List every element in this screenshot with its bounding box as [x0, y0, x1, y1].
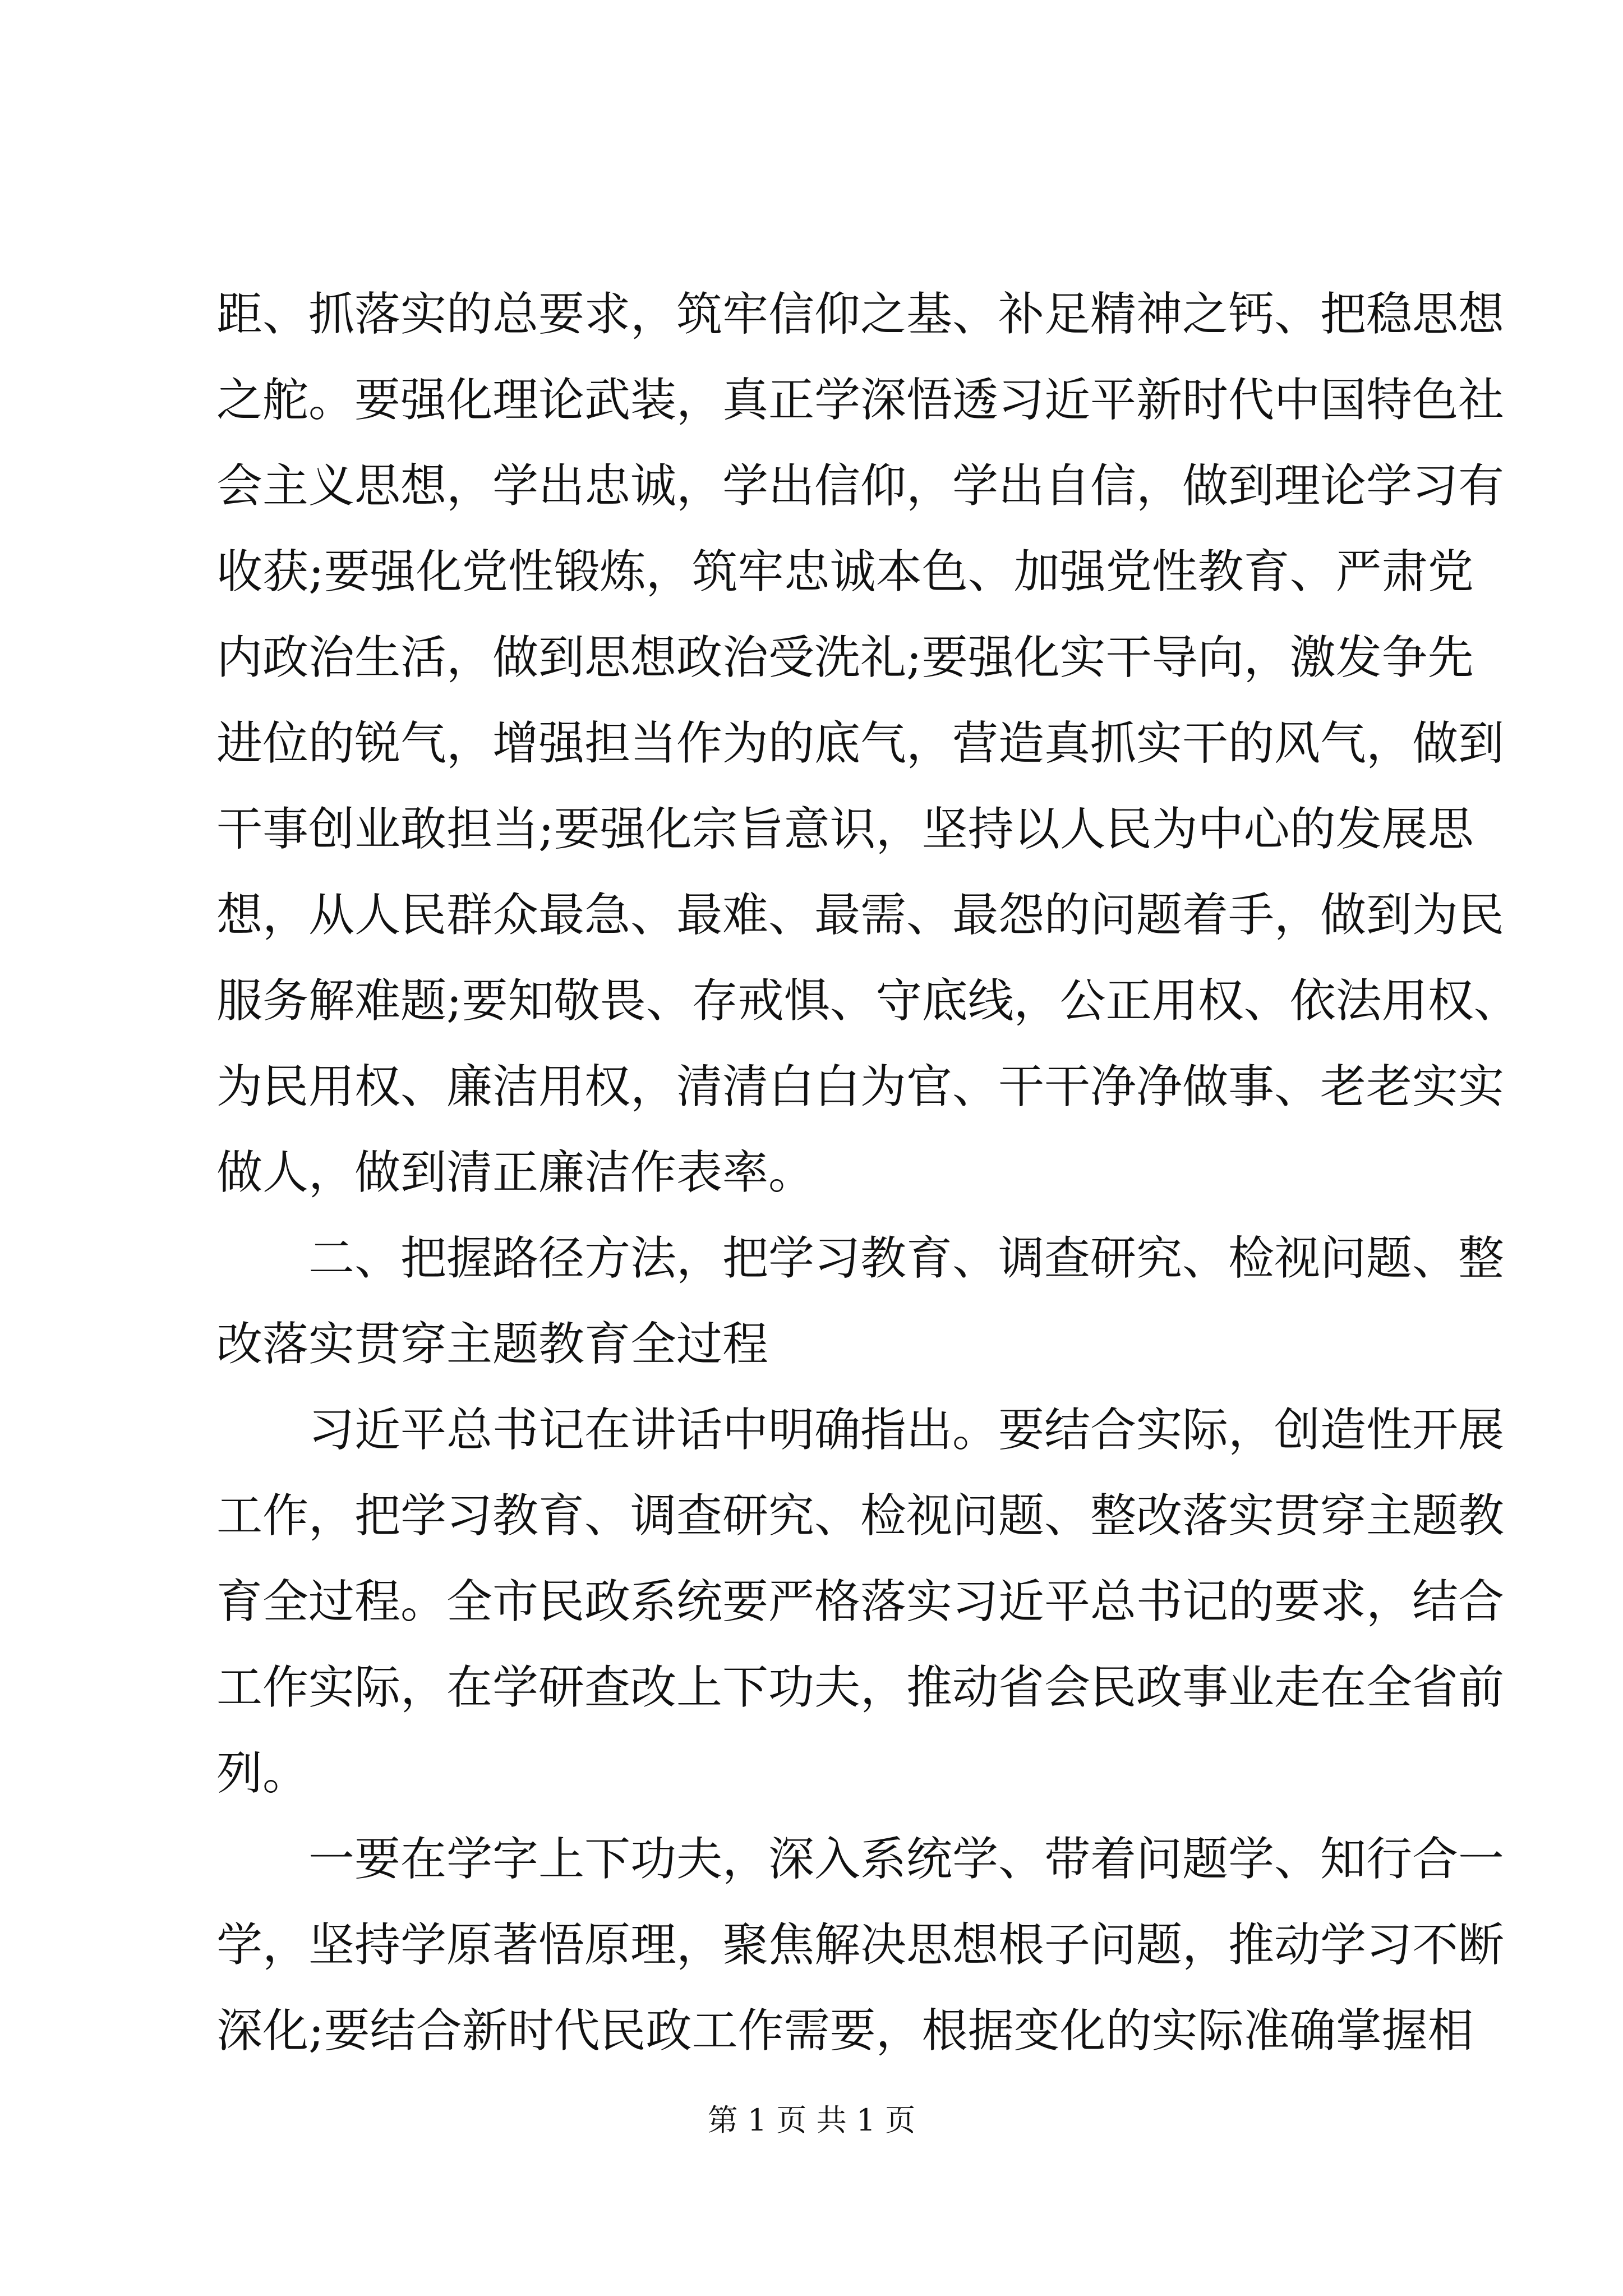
- text-line: 列。: [216, 1747, 309, 1800]
- text-line: 服务解难题;要知敬畏、存戒惧、守底线，公正用权、依法用权、: [216, 974, 1520, 1028]
- text-line: 会主义思想，学出忠诚，学出信仰，学出自信，做到理论学习有: [216, 459, 1505, 513]
- text-line: 一要在学字上下功夫，深入系统学、带着问题学、知行合一: [216, 1833, 1505, 1886]
- text-line: 工作实际，在学研查改上下功夫，推动省会民政事业走在全省前: [216, 1661, 1505, 1714]
- text-line: 之舵。要强化理论武装，真正学深悟透习近平新时代中国特色社: [216, 374, 1505, 427]
- section-heading-line: 改落实贯穿主题教育全过程: [216, 1318, 769, 1371]
- text-line: 进位的锐气，增强担当作为的底气，营造真抓实干的风气，做到: [216, 717, 1505, 770]
- text-line: 距、抓落实的总要求，筑牢信仰之基、补足精神之钙、把稳思想: [216, 288, 1505, 341]
- text-line: 收获;要强化党性锻炼，筑牢忠诚本色、加强党性教育、严肃党: [216, 545, 1474, 599]
- text-line: 想，从人民群众最急、最难、最需、最怨的问题着手，做到为民: [216, 889, 1505, 942]
- text-line: 深化;要结合新时代民政工作需要，根据变化的实际准确掌握相: [216, 2004, 1474, 2058]
- text-line: 内政治生活，做到思想政治受洗礼;要强化实干导向，激发争先: [216, 631, 1474, 684]
- section-heading-line: 二、把握路径方法，把学习教育、调查研究、检视问题、整: [216, 1232, 1505, 1285]
- text-line: 工作，把学习教育、调查研究、检视问题、整改落实贯穿主题教: [216, 1489, 1505, 1543]
- text-line: 学，坚持学原著悟原理，聚焦解决思想根子问题，推动学习不断: [216, 1918, 1505, 1972]
- body-text: [216, 288, 1520, 2094]
- page-footer: 第 1 页 共 1 页: [707, 2102, 916, 2138]
- text-line: 育全过程。全市民政系统要严格落实习近平总书记的要求，结合: [216, 1575, 1505, 1628]
- text-line: 做人，做到清正廉洁作表率。: [216, 1146, 815, 1199]
- text-line: 干事创业敢担当;要强化宗旨意识，坚持以人民为中心的发展思: [216, 803, 1474, 856]
- text-line: 为民用权、廉洁用权，清清白白为官、干干净净做事、老老实实: [216, 1060, 1505, 1114]
- text-line: 习近平总书记在讲话中明确指出。要结合实际，创造性开展: [216, 1404, 1505, 1457]
